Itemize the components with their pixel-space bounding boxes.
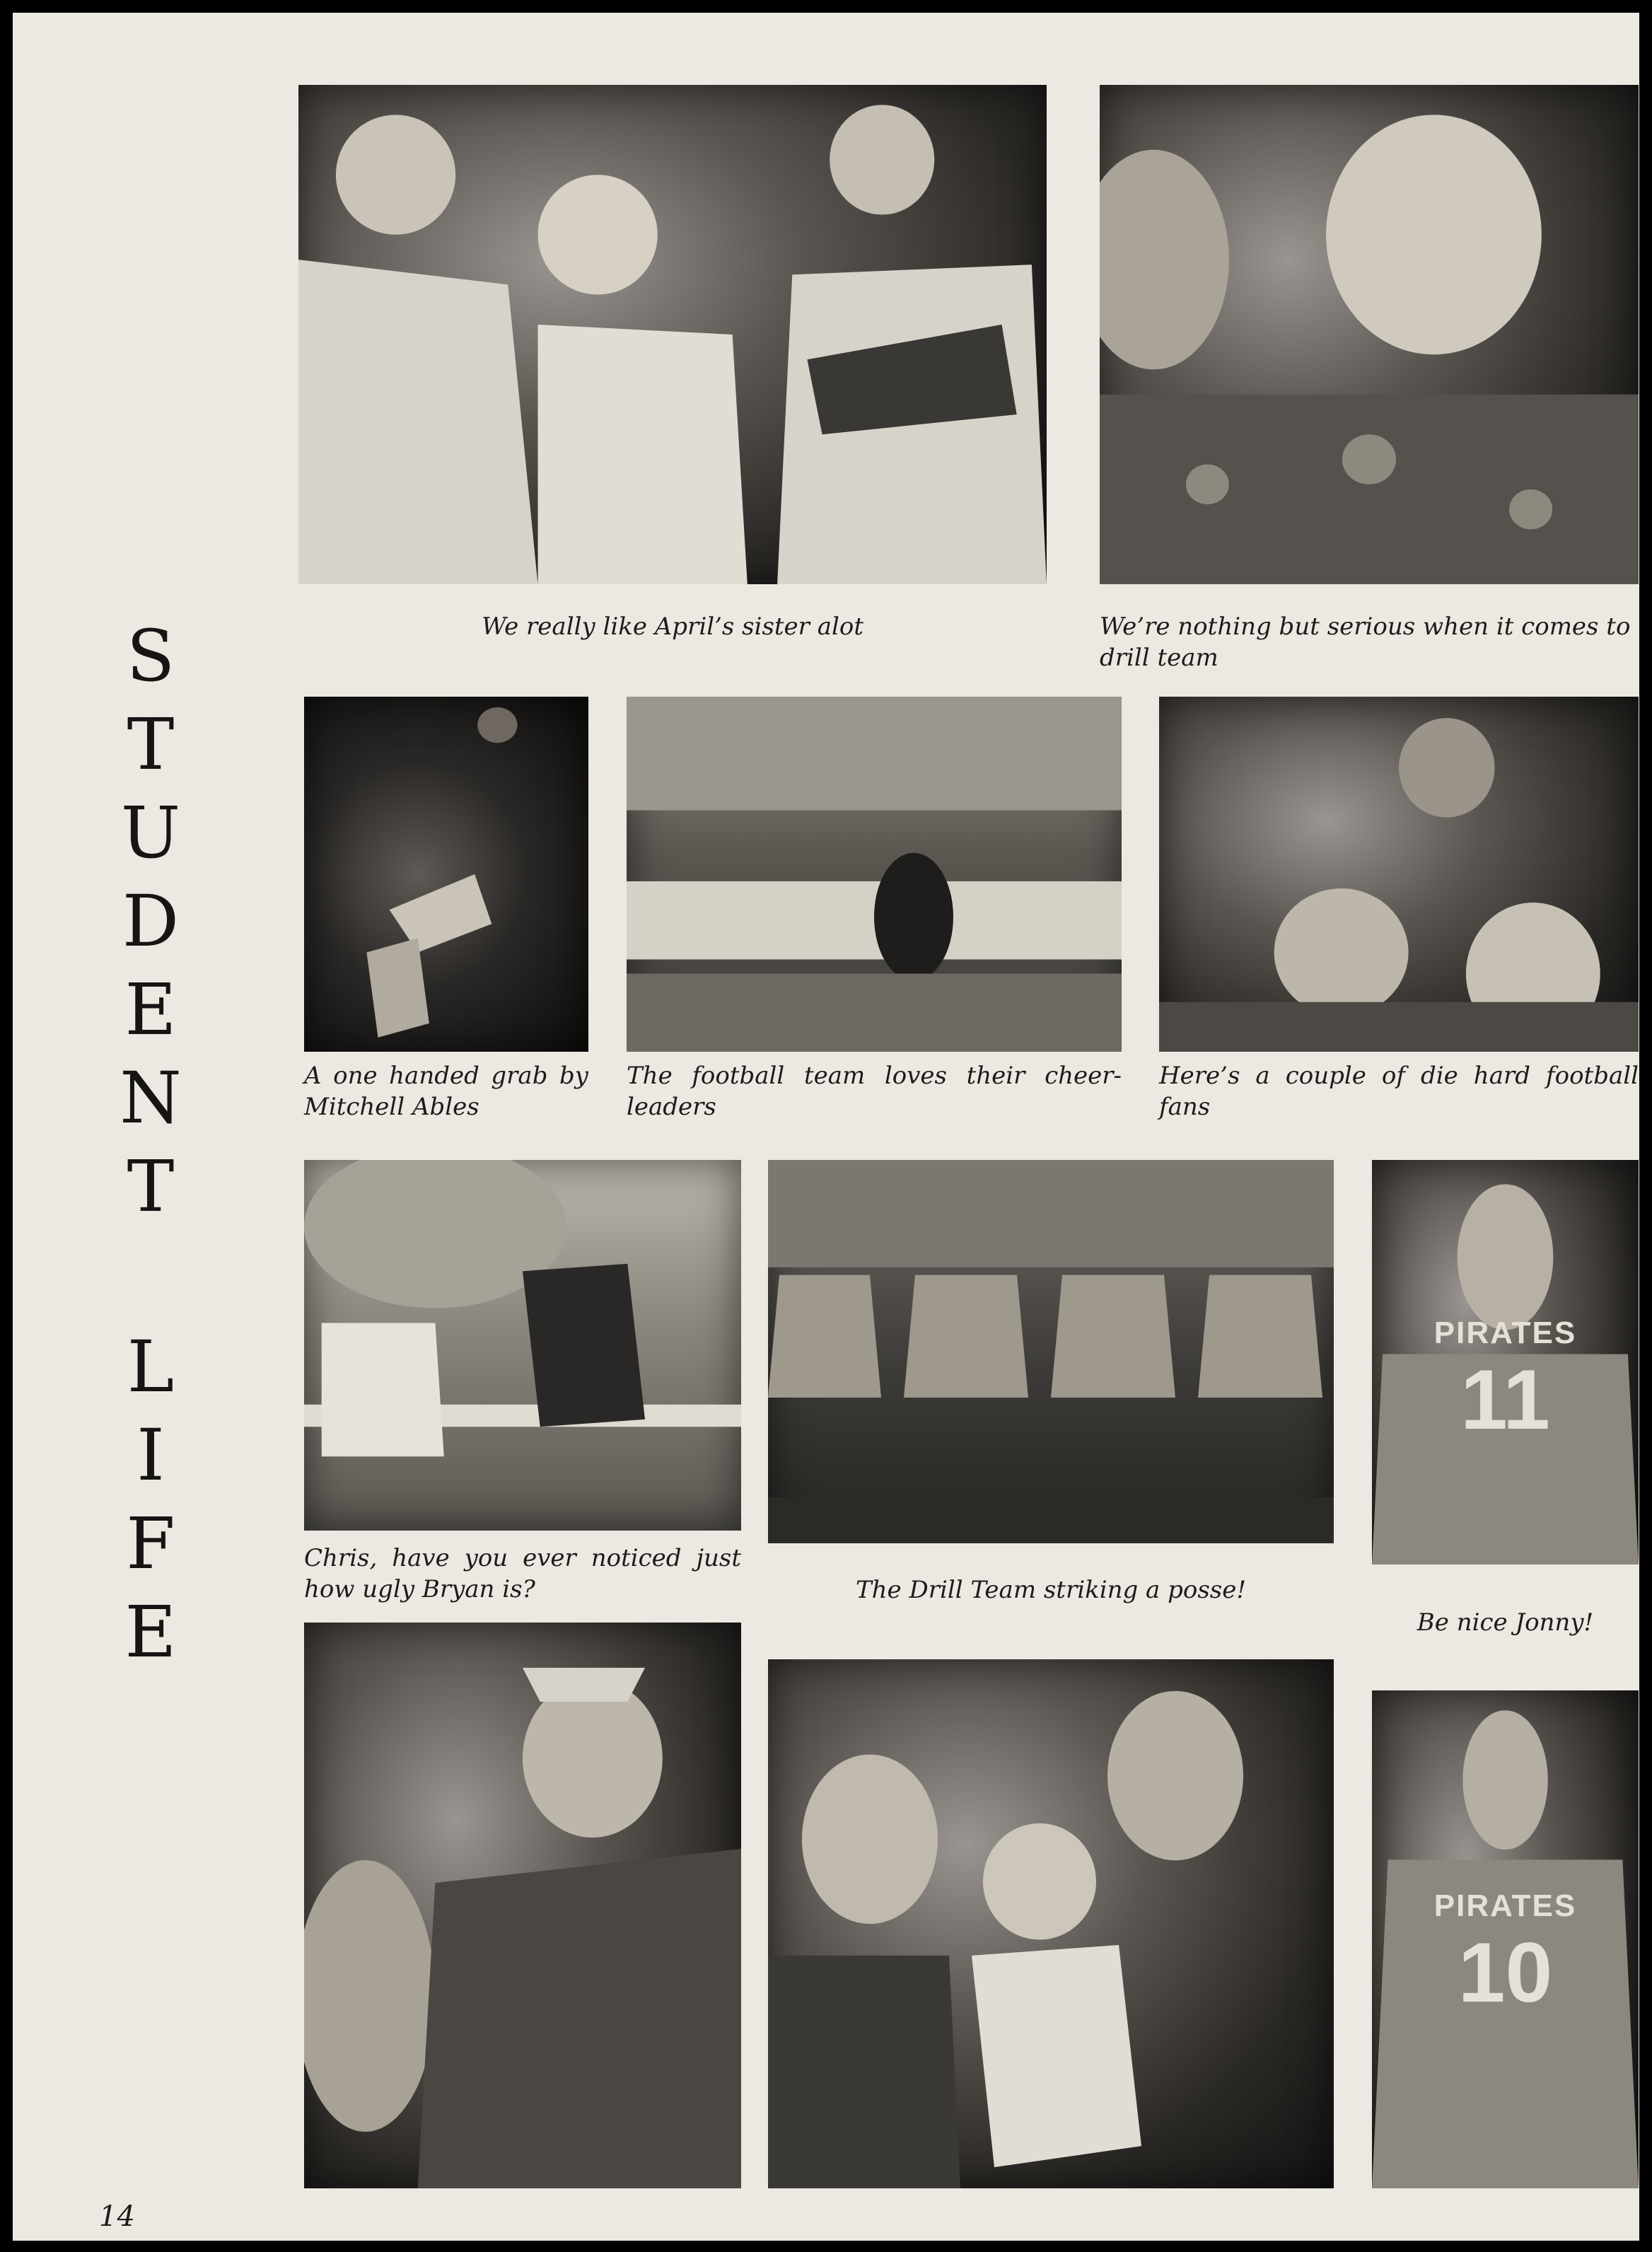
- photo-homecoming-queen: [304, 1623, 741, 2188]
- caption-serious-drill: We’re nothing but serious when it comes to drill team: [1100, 613, 1631, 672]
- title-letter-f: F: [126, 1502, 175, 1585]
- caption-one-handed-grab: A one handed grab by Mitchell Ables: [304, 1062, 588, 1121]
- caption-football-team: The football team loves their cheer-leaders: [627, 1062, 1122, 1121]
- caption-be-nice-jonny: Be nice Jonny!: [1417, 1608, 1594, 1637]
- title-letter-e2: E: [124, 1591, 177, 1673]
- jersey-team-text-a: PIRATES: [1433, 1316, 1577, 1350]
- title-letter-s: S: [126, 615, 175, 697]
- photo-one-handed-grab: [304, 697, 588, 1052]
- title-letter-i: I: [136, 1414, 165, 1497]
- caption-chris-bryan: Chris, have you ever noticed just how ugly Bryan is?: [304, 1544, 741, 1603]
- page-number: 14: [99, 2200, 135, 2233]
- title-letter-l: L: [127, 1325, 175, 1408]
- jersey-team-text-b: PIRATES: [1433, 1888, 1577, 1923]
- photo-family-baby: [768, 1659, 1334, 2188]
- title-letter-t2: T: [127, 1145, 175, 1228]
- photo-die-hard-fans: [1159, 697, 1639, 1052]
- title-letter-e: E: [124, 968, 177, 1051]
- caption-april-sister: We really like April’s sister alot: [481, 613, 864, 641]
- yearbook-page: [13, 13, 1639, 2241]
- photo-jonny: [1372, 1160, 1639, 1565]
- photo-drill-team-serious: [1100, 85, 1639, 584]
- photo-chris-bryan: [304, 1160, 741, 1531]
- title-letter-d: D: [122, 880, 180, 963]
- caption-die-hard-fans: Here’s a couple of die hard football fans: [1159, 1062, 1639, 1121]
- caption-drill-team-posse: The Drill Team striking a posse!: [855, 1576, 1247, 1604]
- title-letter-n: N: [120, 1057, 182, 1139]
- jersey-number-a: 11: [1460, 1352, 1550, 1447]
- photo-cheerleaders: [298, 85, 1047, 584]
- jersey-number-b: 10: [1458, 1925, 1553, 2020]
- photo-drill-team-posse: [768, 1160, 1334, 1543]
- title-letter-u: U: [120, 791, 181, 874]
- title-letter-t: T: [127, 703, 175, 786]
- photo-pirates-10: [1372, 1690, 1639, 2188]
- photo-football-team: [627, 697, 1122, 1052]
